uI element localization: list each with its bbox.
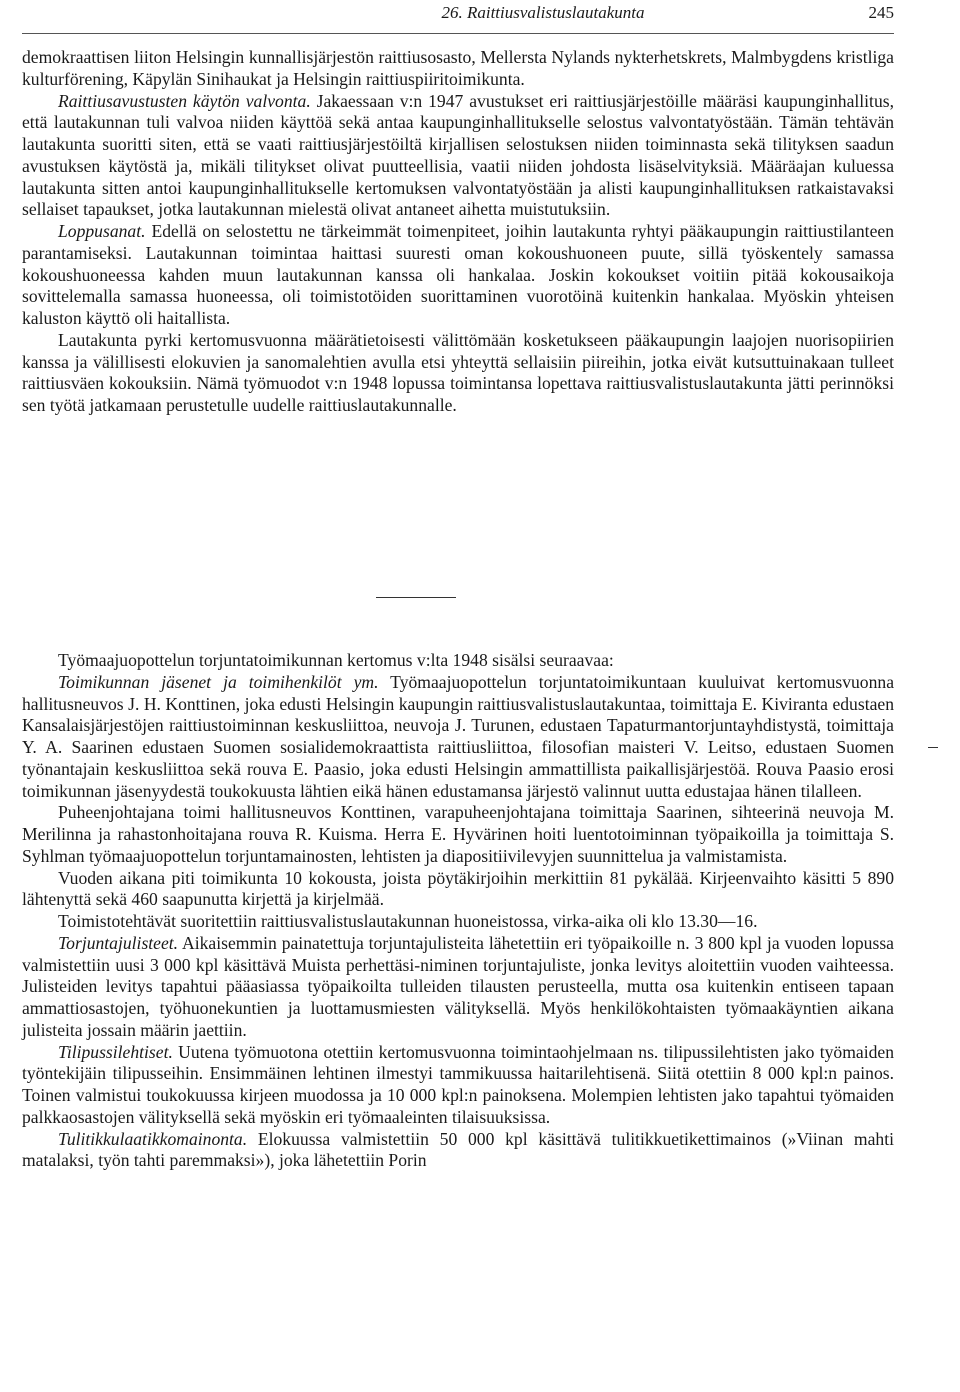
header-rule — [22, 33, 894, 34]
paragraph-text: Elokuussa valmistettiin 50 000 kpl käsittävä tulitikkuetikettimainos (»Viinan mahti matalaksi, työn tahti paremmaksi»), joka lähetettiin Porin — [22, 1128, 894, 1171]
run-in-heading: Raittiusavustusten käytön valvonta. — [58, 90, 311, 111]
paragraph-text: Toimistotehtävät suoritettiin raittiusvalistuslautakunnan huoneistossa, virka-aika oli klo 13.30—16. — [58, 911, 758, 931]
paragraph — [22, 911, 894, 933]
section-2 — [22, 650, 894, 1172]
paragraph-text: Puheenjohtajana toimi hallitusneuvos Konttinen, varapuheenjohtajana toimittaja Saarinen, sihteerinä neuvoja M. Merilinna ja rahastonhoitajana rouva R. Kuisma. Herra E. Hyvärinen hoiti luentotoiminnan työpaikoilla ja toimittaja S. Syhlman työmaajuopottelun torjuntamainosten, lehtisten ja diapositiivilevyjen suunnittelua ja valmistamista. — [22, 802, 894, 866]
paragraph — [22, 1129, 894, 1173]
paragraph — [22, 933, 894, 1042]
paragraph-text: Vuoden aikana piti toimikunta 10 kokousta, joista pöytäkirjoihin merkittiin 81 pykälää. Kirjeenvaihto käsitti 5 890 lähtenyttä sekä 460 saapunutta kirjettä ja kirjelmää. — [22, 867, 894, 910]
paragraph-text: Lautakunta pyrki kertomusvuonna määrätietoisesti välittömään kosketukseen pääkaupungin laajojen nuorisopiirien kanssa ja välillisesti elokuvien ja sanomalehtien avulla etsi yhteyttä sellaisiin piireihin, jotka eivät kutsuttuinakaan tulleet raittiusväen kokouksiin. Nämä työmuodot v:n 1948 lopussa toimintansa lopettava raittiusvalistuslautakunta jätti perinnöksi sen työtä jatkamaan perustetulle uudelle raittiuslautakunnalle. — [22, 329, 894, 415]
run-in-heading: Tulitikkulaatikkomainonta. — [58, 1128, 248, 1149]
page-header — [22, 0, 894, 26]
paragraph-text: demokraattisen liiton Helsingin kunnallisjärjestön raittiusosasto, Mellersta Nylands nykterhetskrets, Malmbygdens kristliga kulturförening, Käpylän Sinihaukat ja Helsingin raittiuspiiritoimikunta. — [22, 47, 894, 89]
run-in-heading: Toimikunnan jäsenet ja toimihenkilöt ym. — [58, 671, 379, 692]
paragraph — [22, 47, 894, 91]
paragraph-text: Työmaajuopottelun torjuntatoimikuntaan kuuluivat kertomusvuonna hallitusneuvos J. H. Konttinen, joka edusti Helsingin kaupungin raittiusvalistuslautakuntaa, toimittaja E. Kiviranta edustaen Kansalaisjärjestöjen raittiustoiminnan keskusliittoa, neuvoja J. Turunen, edustaen Tapaturmantorjuntayhdistystä, toimittaja Y. A. Saarinen edustaen Suomen sosialidemokraattista raittiusliittoa, filosofian maisteri V. Leitso, edustaen Suomen työnantajain keskusliittoa sekä rouva E. Paasio, joka edusti Helsingin ammattillista paikallisjärjestöä. Rouva Paasio erosi toimikunnan jäsenyydestä toukokuusta lähtien eikä hänen edustamansa järjestö valinnut uutta edustajaa hänen tilalleen. — [22, 671, 895, 801]
run-in-heading: Torjuntajulisteet. — [58, 932, 179, 953]
margin-mark — [928, 747, 938, 748]
paragraph — [22, 330, 894, 417]
paragraph — [22, 221, 894, 330]
running-title: 26. Raittiusvalistuslautakunta — [441, 3, 645, 22]
paragraph — [22, 868, 894, 912]
page-number: 245 — [868, 3, 894, 22]
section-1 — [22, 47, 894, 417]
paragraph — [22, 1042, 894, 1129]
paragraph-text: Työmaajuopottelun torjuntatoimikunnan kertomus v:lta 1948 sisälsi seuraavaa: — [58, 650, 614, 670]
run-in-heading: Tilipussilehtiset. — [58, 1041, 173, 1062]
paragraph — [22, 672, 894, 803]
paragraph-text: Jakaessaan v:n 1947 avustukset eri raittiusjärjestöille määräsi kaupunginhallitus, että lautakunnan tuli valvoa niiden käyttöä sekä antaa kaupunginhallitukselle selostus valvontatyöstään. Tämän tehtävän lautakunta suoritti siten, että se vaati raittiusjärjestöiltä kirjallisen selostuksen niiden toiminnasta sekä tilityksen saadun avustuksen käytöstä ja, mikäli tilitykset olivat puutteellisia, vaatii niiden johdosta lisäselvityksiä. Määräajan kuluessa lautakunta sitten antoi kaupunginhallitukselle kertomuksen valvontatyöstään ja alisti kaupunginhallituksen ratkaistavaksi sellaiset tapaukset, jotka lautakunnan mielestä olivat antaneet aihetta muistutuksiin. — [22, 90, 894, 220]
paragraph — [22, 91, 894, 222]
paragraph — [22, 650, 894, 672]
paragraph-text: Aikaisemmin painatettuja torjuntajulisteita lähetettiin eri työpaikoille n. 3 800 kpl ja vuoden lopussa valmistettiin uusi 3 000 kpl käsittävä Muista perhettäsi-niminen torjuntajuliste, jonka levitys aloitettiin vuoden vaihteessa. Julisteiden levitys tapahtui pääasiassa työpaikoilta tulleiden tilausten perusteella, mutta osa kuitenkin entiseen tapaan ammattiosastojen, työhuonekuntien ja luottamusmiesten välityksellä. Myös henkilökohtaisten työmaakäyntien aikana julisteita jossain määrin jaettiin. — [22, 932, 894, 1040]
paragraph — [22, 802, 894, 867]
paragraph-text: Edellä on selostettu ne tärkeimmät toimenpiteet, joihin lautakunta ryhtyi pääkaupungin raittiustilanteen parantamiseksi. Lautakunnan toimintaa haittasi suuresti oman kokoushuoneen puute, sillä työskentely samassa kokoushuoneessa kahden muun lautakunnan kanssa oli hankalaa. Joskin kokoukset voitiin pitää kokousaikoja sovittelemalla samassa huoneessa, oli toimistotöiden suorittaminen vuorotöinä kuitenkin hankalaa. Myöskin yhteisen kaluston käyttö oli haitallista. — [22, 221, 894, 328]
run-in-heading: Loppusanat. — [58, 221, 146, 241]
paragraph-text: Uutena työmuotona otettiin kertomusvuonna toimintaohjelmaan ns. tilipussilehtisten jako työmaiden työntekijäin tilipusseihin. Ensimmäinen lehtinen ilmestyi tammikuussa haitarilehtisenä. Siitä otettiin 8 000 kpl:n painos. Toinen valmistui toukokuussa kirjeen muodossa ja 10 000 kpl:n painoksena. Molempien lehtisten jako tapahtui työmaiden palkkaosastojen välityksellä sekä myöskin eri työmaaleinten tilaisuuksissa. — [22, 1041, 894, 1127]
section-divider — [376, 597, 456, 598]
